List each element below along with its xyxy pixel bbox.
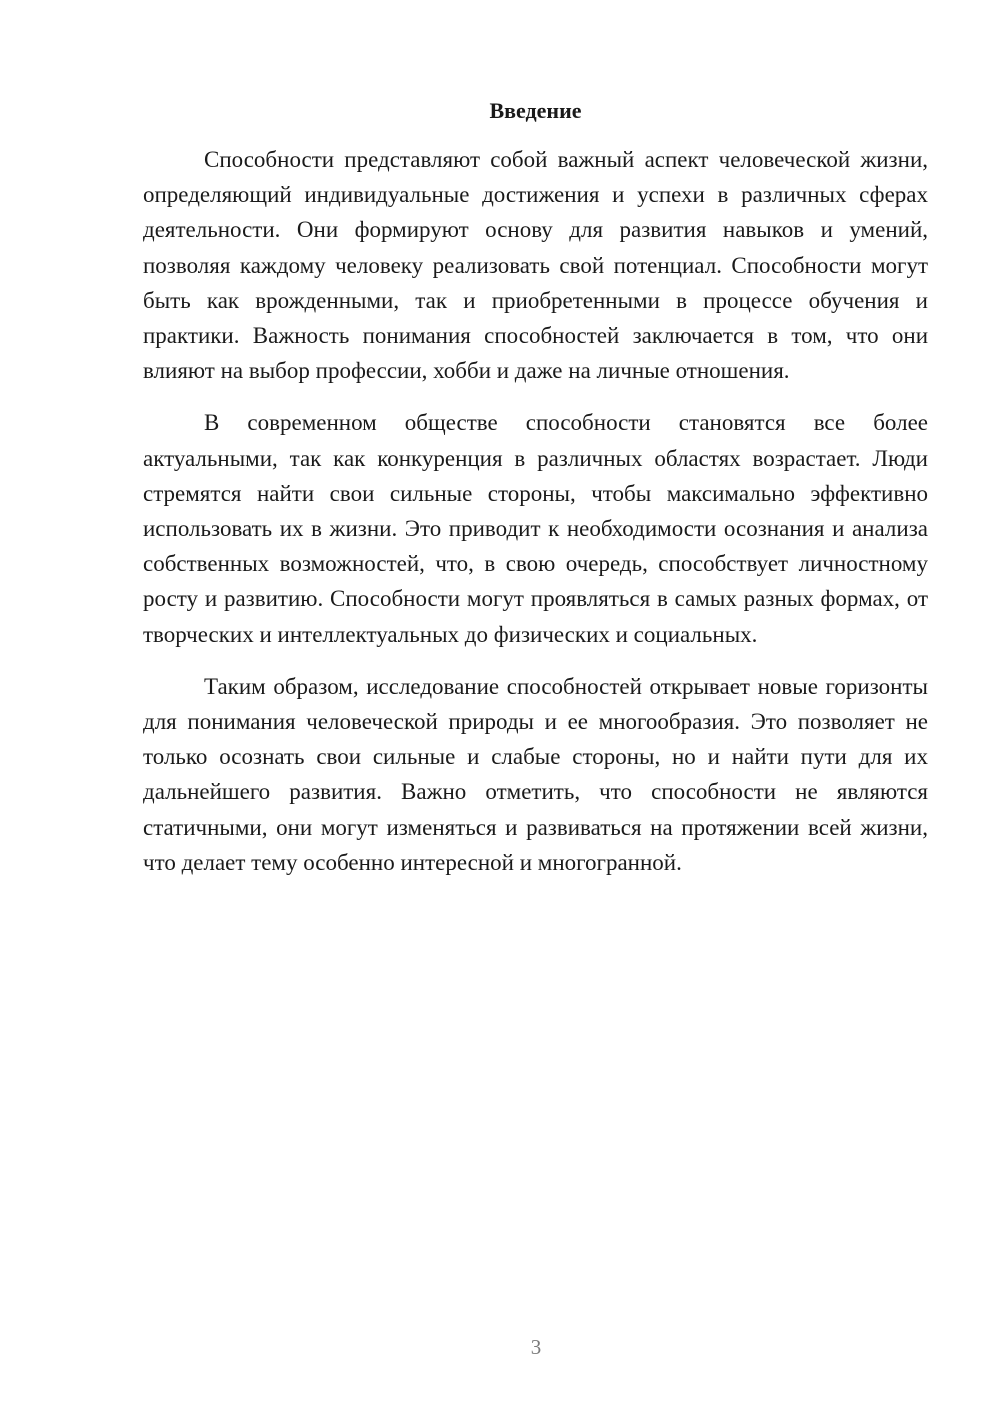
paragraph-3: Таким образом, исследование способностей открывает новые горизонты для понимания человеческой природы и ее многообразия. Это позволяет не только осознать свои сильные и слабые стороны, но и найти пути для их дальнейшего развития. Важно отметить, что способности не являются статичными, они могут изменяться и развиваться на протяжении всей жизни, что делает тему особенно интересной и многогранной. [143, 673, 928, 875]
page-number: 3 [530, 1335, 542, 1359]
paragraph-2: В современном обществе способности становятся все более актуальными, так как конкуренция в различных областях возрастает. Люди стремятся найти свои сильные стороны, чтобы максимально эффективно использовать их в жизни. Это приводит к необходимости осознания и анализа собственных возможностей, что, в свою очередь, способствует личностному росту и развитию. Способности могут проявляться в самых разных формах, от творческих и интеллектуальных до физических и социальных. [143, 410, 928, 647]
section-heading: Введение [489, 98, 582, 123]
paragraph-1: Способности представляют собой важный аспект человеческой жизни, определяющий индивидуальные достижения и успехи в различных сферах деятельности. Они формируют основу для развития навыков и умений, позволяя каждому человеку реализовать свой потенциал. Способности могут быть как врожденными, так и приобретенными в процессе обучения и практики. Важность понимания способностей заключается в том, что они влияют на выбор профессии, хобби и даже на личные отношения. [143, 147, 928, 384]
body-text [143, 142, 928, 897]
